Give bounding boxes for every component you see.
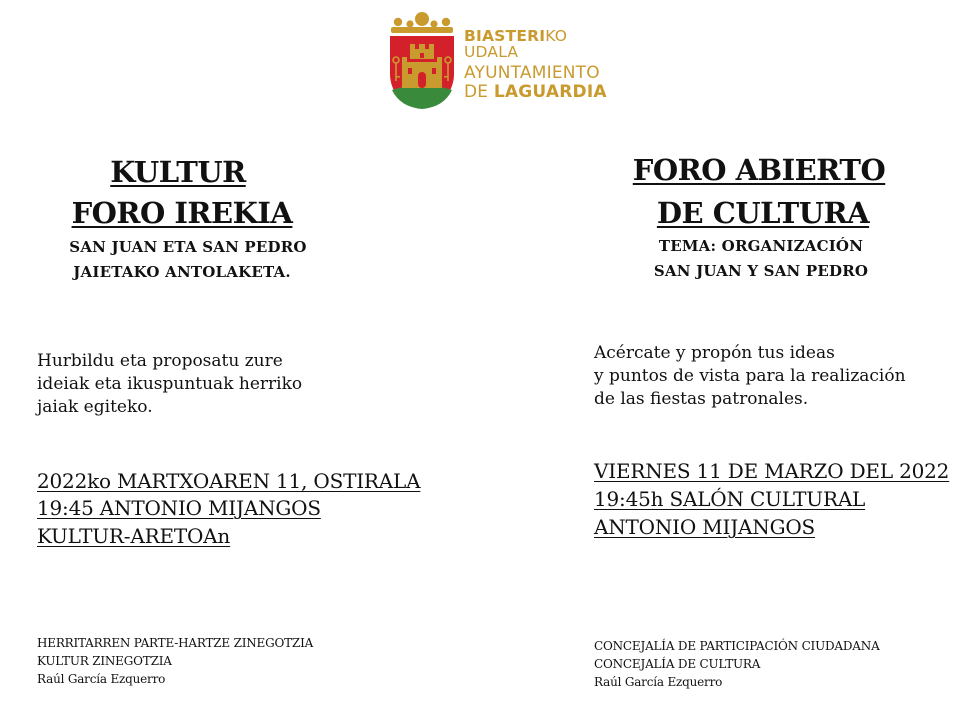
left-event-line3: KULTUR-ARETOAn — [37, 524, 231, 548]
left-subtitle-line1: SAN JUAN ETA SAN PEDRO — [69, 238, 307, 256]
right-title-line2: DE CULTURA — [656, 196, 870, 230]
logo-line1-rest: KO — [545, 27, 568, 45]
logo-line2: UDALA — [464, 43, 519, 61]
left-title-line1: KULTUR — [110, 155, 246, 189]
left-body-line3: jaiak egiteko. — [37, 397, 153, 417]
left-footer-line2: KULTUR ZINEGOTZIA — [37, 654, 172, 668]
left-footer-line1: HERRITARREN PARTE-HARTZE ZINEGOTZIA — [37, 636, 314, 650]
left-subtitle-line2: JAIETAKO ANTOLAKETA. — [73, 263, 291, 281]
logo-line4-bold: LAGUARDIA — [493, 82, 607, 102]
right-footer-line2: CONCEJALÍA DE CULTURA — [594, 657, 761, 671]
left-body-line1: Hurbildu eta proposatu zure — [37, 351, 283, 371]
right-title-line1: FORO ABIERTO — [632, 153, 886, 187]
right-body-line1: Acércate y propón tus ideas — [594, 343, 835, 363]
right-body-line2: y puntos de vista para la realización — [594, 366, 906, 386]
right-subtitle-line2: SAN JUAN Y SAN PEDRO — [653, 262, 869, 280]
left-title-line2: FORO IREKIA — [71, 196, 293, 230]
logo-line1-bold: BIASTERI — [464, 27, 546, 45]
left-footer-line3: Raúl García Ezquerro — [37, 672, 166, 686]
laguardia-logo — [386, 10, 607, 112]
left-event-line2: 19:45 ANTONIO MIJANGOS — [37, 496, 321, 520]
logo-line3: AYUNTAMIENTO — [464, 63, 600, 83]
right-subtitle-line1: TEMA: ORGANIZACIÓN — [658, 237, 864, 255]
left-event-line1: 2022ko MARTXOAREN 11, OSTIRALA — [37, 469, 421, 493]
right-event-line1: VIERNES 11 DE MARZO DEL 2022 — [594, 459, 950, 483]
left-body-line2: ideiak eta ikuspuntuak herriko — [37, 374, 303, 394]
right-event-line2: 19:45h SALÓN CULTURAL — [594, 487, 866, 511]
right-body-line3: de las fiestas patronales. — [594, 389, 809, 409]
logo-line4-prefix: DE — [464, 82, 494, 102]
logo-wordmark — [464, 29, 607, 103]
right-footer-line3: Raúl García Ezquerro — [594, 675, 723, 689]
right-event-line3: ANTONIO MIJANGOS — [594, 515, 816, 539]
right-footer-line1: CONCEJALÍA DE PARTICIPACIÓN CIUDADANA — [594, 639, 880, 653]
coat-of-arms-icon — [386, 10, 458, 112]
